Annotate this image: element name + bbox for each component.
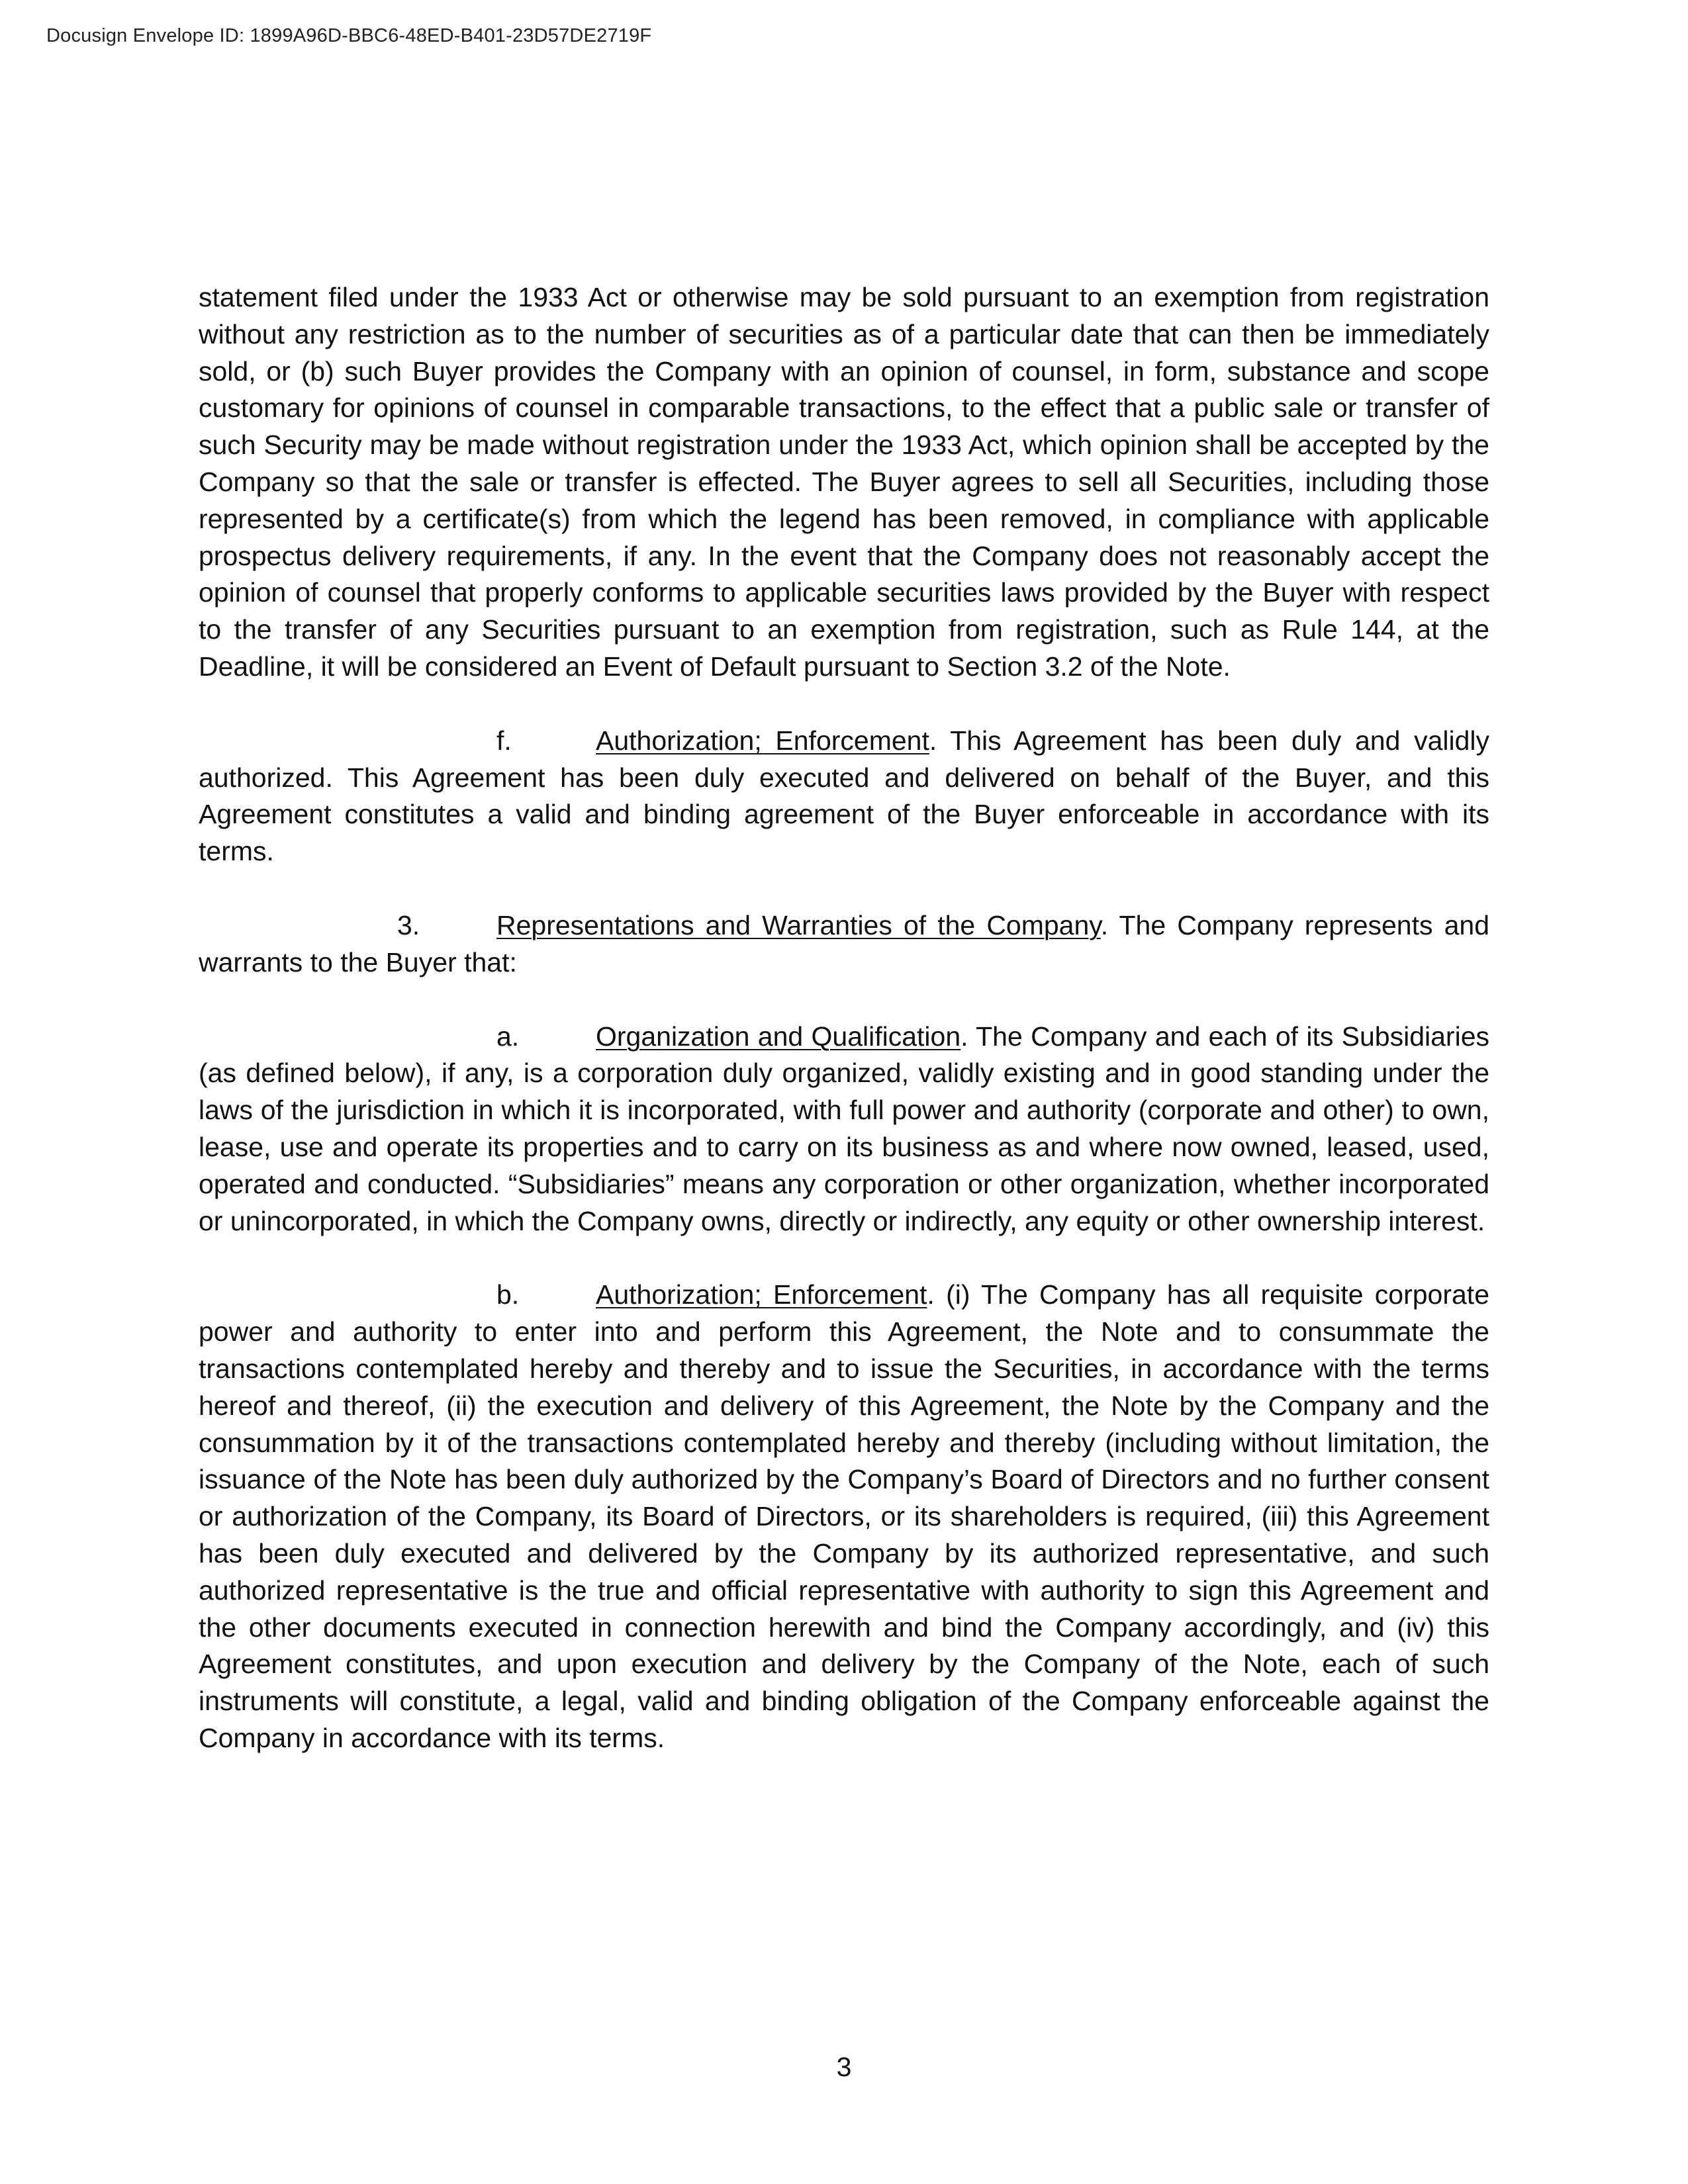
section-b-body: . (i) The Company has all requisite corporate power and authority to enter into and perform this Agreement, the Note and to consummate the transactions contemplated hereby and thereby and to issue the Securities, in accordance with the terms hereof and thereof, (ii) the execution and delivery of this Agreement, the Note by the Company and the consummation by it of the transactions contemplated hereby and thereby (including without limitation, the issuance of the Note has been duly authorized by the Company’s Board of Directors and no further consent or authorization of the Company, its Board of Directors, or its shareholders is required, (iii) this Agreement has been duly executed and delivered by the Company by its authorized representative, and such authorized representative is the true and official representative with authority to sign this Agreement and the other documents executed in connection herewith and bind the Company accordingly, and (iv) this Agreement constitutes, and upon execution and delivery by the Company of the Note, each of such instruments will constitute, a legal, valid and binding obligation of the Company enforceable against the Company in accordance with its terms. — [199, 1279, 1489, 1753]
section-a-body: . The Company and each of its Subsidiaries (as defined below), if any, is a corporation duly organized, validly existing and in good standing under the laws of the jurisdiction in which it is incorporated, with full power and authority (corporate and other) to own, lease, use and operate its properties and to carry on its business as and where now owned, leased, used, operated and conducted. “Subsidiaries” means any corporation or other organization, whether incorporated or unincorporated, in which the Company owns, directly or indirectly, any equity or other ownership interest. — [199, 1021, 1489, 1236]
document-body — [199, 279, 1489, 1794]
continuation-text: statement filed under the 1933 Act or otherwise may be sold pursuant to an exemption from registration without any restriction as to the number of securities as of a particular date that can then be immediately sold, or (b) such Buyer provides the Company with an opinion of counsel, in form, substance and scope customary for opinions of counsel in comparable transactions, to the effect that a public sale or transfer of such Security may be made without registration under the 1933 Act, which opinion shall be accepted by the Company so that the sale or transfer is effected. The Buyer agrees to sell all Securities, including those represented by a certificate(s) from which the legend has been removed, in compliance with applicable prospectus delivery requirements, if any. In the event that the Company does not reasonably accept the opinion of counsel that properly conforms to applicable securities laws provided by the Buyer with respect to the transfer of any Securities pursuant to an exemption from registration, such as Rule 144, at the Deadline, it will be considered an Event of Default pursuant to Section 3.2 of the Note. — [199, 282, 1489, 682]
section-3 — [199, 907, 1489, 981]
section-f-heading: Authorization; Enforcement — [596, 725, 929, 756]
section-3-marker: 3. — [397, 909, 420, 940]
section-a-heading: Organization and Qualification — [596, 1021, 961, 1052]
section-b — [199, 1277, 1489, 1756]
section-f — [199, 723, 1489, 870]
section-b-marker: b. — [496, 1279, 520, 1310]
docusign-envelope-id: Docusign Envelope ID: 1899A96D-BBC6-48ED-B401-23D57DE2719F — [46, 25, 652, 46]
section-3-heading: Representations and Warranties of the Company — [496, 909, 1101, 940]
section-f-marker: f. — [496, 725, 512, 756]
continuation-paragraph — [199, 279, 1489, 686]
page-number: 3 — [836, 2052, 852, 2082]
section-3-body: . The Company represents and warrants to the Buyer that: — [199, 909, 1489, 978]
section-a — [199, 1019, 1489, 1240]
section-a-marker: a. — [496, 1021, 520, 1052]
section-f-body: . This Agreement has been duly and validly authorized. This Agreement has been duly executed and delivered on behalf of the Buyer, and this Agreement constitutes a valid and binding agreement of the Buyer enforceable in accordance with its terms. — [199, 725, 1489, 867]
section-b-heading: Authorization; Enforcement — [596, 1279, 927, 1310]
